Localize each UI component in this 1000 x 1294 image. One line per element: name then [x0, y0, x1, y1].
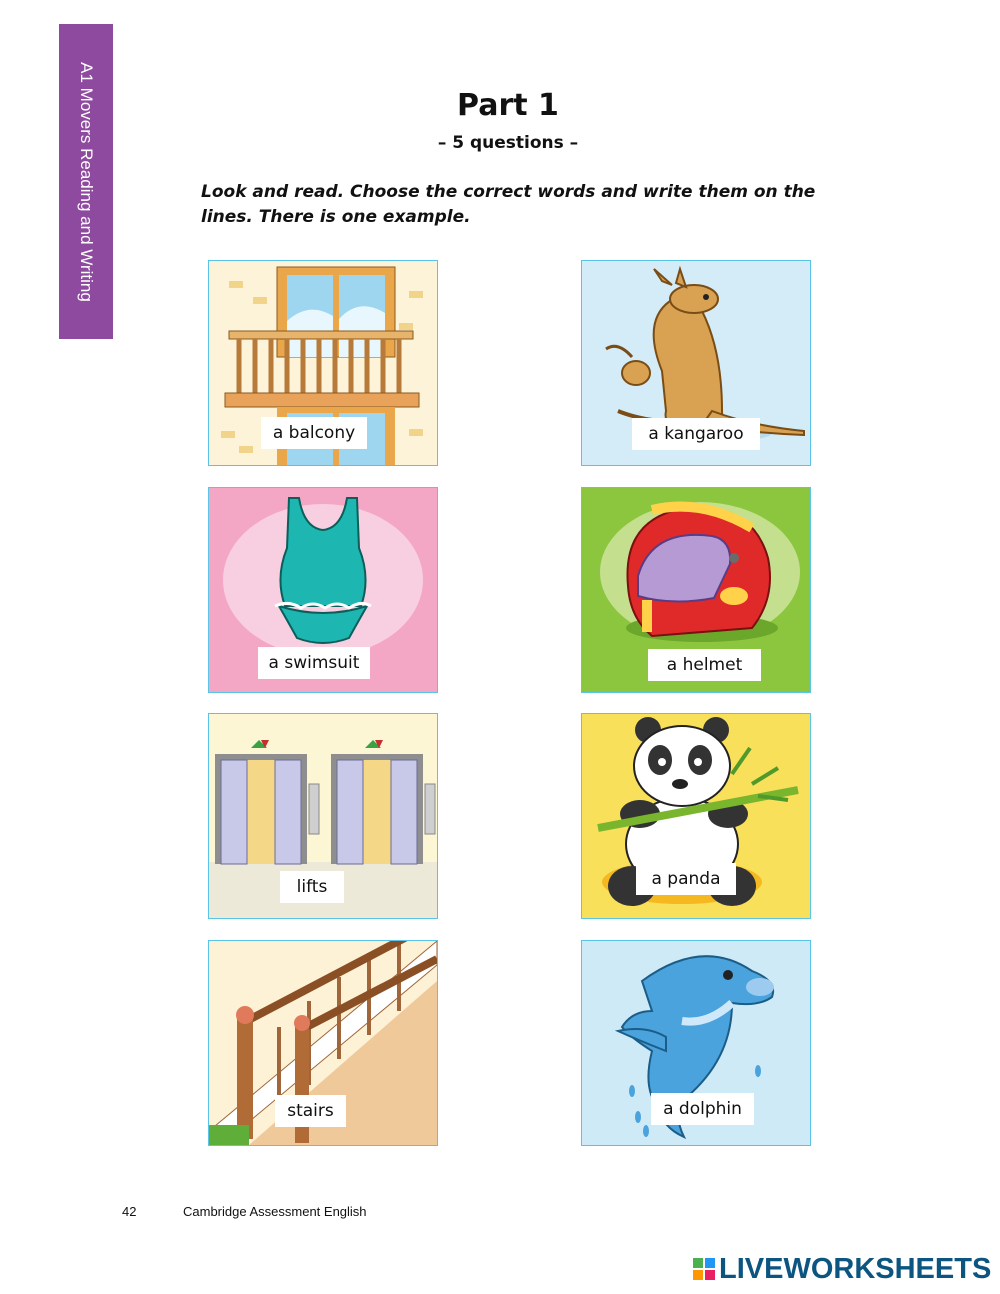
page-title: Part 1 [457, 88, 559, 123]
card-helmet [581, 487, 811, 693]
page-subtitle: – 5 questions – [437, 133, 579, 153]
card-label: a balcony [261, 417, 367, 449]
card-label: a dolphin [651, 1093, 754, 1125]
side-tab-text: A1 Movers Reading and Writing [77, 61, 96, 302]
card-panda [581, 713, 811, 919]
card-label: lifts [280, 871, 344, 903]
card-balcony [208, 260, 438, 466]
publisher-name: Cambridge Assessment English [183, 1204, 367, 1219]
liveworksheets-icon [693, 1258, 715, 1280]
card-kangaroo [581, 260, 811, 466]
card-label: a panda [636, 863, 736, 895]
card-label: stairs [275, 1095, 346, 1127]
page-number: 42 [122, 1204, 137, 1219]
card-stairs [208, 940, 438, 1146]
side-tab [59, 24, 113, 339]
card-label: a helmet [648, 649, 761, 681]
card-label: a swimsuit [258, 647, 370, 679]
brand-logo [693, 1252, 991, 1286]
instructions: Look and read. Choose the correct words and write them on the lines. There is one example. [201, 182, 816, 227]
brand-text: LIVEWORKSHEETS [719, 1252, 992, 1285]
card-swimsuit [208, 487, 438, 693]
card-label: a kangaroo [632, 418, 760, 450]
card-dolphin [581, 940, 811, 1146]
card-lifts [208, 713, 438, 919]
